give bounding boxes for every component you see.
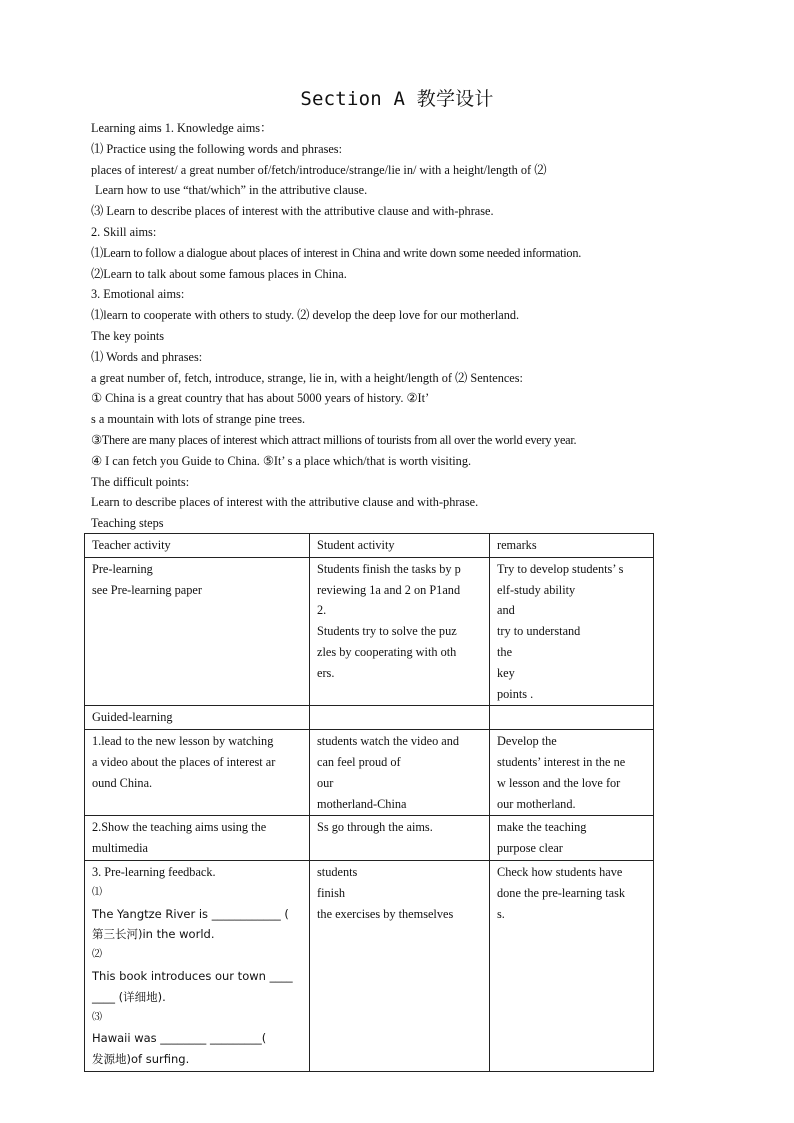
text-line: places of interest/ a great number of/fetch/introduce/strange/lie in/ with a height/length of ⑵ — [91, 162, 547, 177]
teacher-cell — [85, 557, 310, 706]
text-line: ⑵Learn to talk about some famous places in China. — [91, 266, 347, 281]
cell-text: Students finish the tasks by p — [317, 561, 461, 576]
table-header-row — [85, 534, 654, 558]
cell-text: students — [317, 864, 358, 879]
remarks-cell — [490, 706, 654, 730]
cell-text: ers. — [317, 665, 335, 680]
cell-text: 发源地)of surfing. — [92, 1052, 190, 1067]
table-row — [85, 816, 654, 861]
cell-text: points . — [497, 686, 534, 701]
cell-text: Students try to solve the puz — [317, 624, 457, 639]
student-cell — [310, 730, 490, 816]
cell-text: 3. Pre-learning feedback. — [92, 864, 216, 879]
text-line: Teaching steps — [91, 516, 164, 531]
cell-text: s. — [497, 906, 505, 921]
cell-text: w lesson and the love for — [497, 775, 621, 790]
cell-text: can feel proud of — [317, 754, 401, 769]
cell-text: try to understand — [497, 624, 581, 639]
cell-text: 1.lead to the new lesson by watching — [92, 734, 274, 749]
cell-text: students’ interest in the ne — [497, 754, 626, 769]
text-line: s a mountain with lots of strange pine trees. — [91, 412, 306, 427]
cell-text: key — [497, 665, 515, 680]
cell-text: and — [497, 603, 515, 618]
text-line: ③There are many places of interest which attract millions of tourists from all over the world every year. — [91, 432, 577, 447]
cell-text: Guided-learning — [92, 710, 173, 725]
text-line: Learning aims 1. Knowledge aims： — [91, 121, 273, 135]
student-cell — [310, 557, 490, 706]
student-cell — [310, 816, 490, 861]
cell-text: see Pre-learning paper — [92, 582, 202, 597]
text-line: Learn to describe places of interest with the attributive clause and with-phrase. — [91, 495, 479, 510]
cell-text: The Yangtze River is ____________ ( — [92, 906, 289, 921]
text-line: ⑴learn to cooperate with others to study. ⑵ develop the deep love for our motherland. — [91, 308, 520, 323]
cell-text: ____ (详细地). — [92, 989, 166, 1004]
text-line: ① China is a great country that has about 5000 years of history. ②It’ — [91, 391, 430, 406]
text-line: ⑴ Words and phrases: — [91, 349, 203, 364]
cell-text: our motherland. — [497, 796, 576, 811]
cell-text: ound China. — [92, 775, 153, 790]
text-line: a great number of, fetch, introduce, strange, lie in, with a height/length of ⑵ Sentences: — [91, 370, 523, 385]
table-row — [85, 730, 654, 816]
cell-text: Try to develop students’ s — [497, 561, 624, 576]
remarks-cell — [490, 860, 654, 1071]
text-line: ⑴ Practice using the following words and phrases: — [91, 141, 343, 156]
text-line: Learn how to use “that/which” in the attributive clause. — [95, 183, 368, 198]
cell-text: a video about the places of interest ar — [92, 754, 276, 769]
remarks-cell — [490, 730, 654, 816]
teacher-cell — [85, 706, 310, 730]
table-row — [85, 557, 654, 706]
cell-text: 第三长河)in the world. — [92, 927, 215, 942]
lesson-plan-body — [91, 118, 691, 534]
cell-text: Pre-learning — [92, 561, 153, 576]
cell-text: reviewing 1a and 2 on P1and — [317, 582, 461, 597]
page-title: Section A 教学设计 — [300, 88, 494, 110]
text-line: The difficult points: — [91, 474, 190, 489]
cell-text: the — [497, 644, 513, 659]
cell-text: Develop the — [497, 734, 557, 749]
remarks-cell — [490, 557, 654, 706]
cell-text: done the pre-learning task — [497, 885, 626, 900]
teaching-steps-table — [84, 533, 654, 1072]
cell-text: elf-study ability — [497, 582, 576, 597]
teacher-cell — [85, 860, 310, 1071]
student-cell — [310, 706, 490, 730]
text-line: ⑶ Learn to describe places of interest with the attributive clause and with-phrase. — [91, 204, 494, 219]
cell-text: ⑶ — [92, 1011, 102, 1023]
cell-text: students watch the video and — [317, 734, 460, 749]
cell-text: the exercises by themselves — [317, 906, 454, 921]
text-line: 2. Skill aims: — [91, 224, 157, 239]
text-line: ⑴Learn to follow a dialogue about places of interest in China and write down some needed information. — [91, 245, 582, 260]
cell-text: ⑵ — [92, 949, 102, 961]
text-line: ④ I can fetch you Guide to China. ⑤It’ s a place which/that is worth visiting. — [91, 453, 472, 468]
text-line: The key points — [91, 328, 165, 343]
cell-text: our — [317, 775, 334, 790]
text-line: 3. Emotional aims: — [91, 287, 185, 302]
cell-text: motherland-China — [317, 796, 407, 811]
cell-text: zles by cooperating with oth — [317, 644, 457, 659]
cell-text: make the teaching — [497, 820, 587, 835]
table-row — [85, 860, 654, 1071]
header-student-activity: Student activity — [310, 534, 490, 558]
cell-text: purpose clear — [497, 841, 563, 856]
cell-text: multimedia — [92, 841, 149, 856]
cell-text: Hawaii was ________ _________( — [92, 1031, 267, 1046]
remarks-cell — [490, 816, 654, 861]
table-row — [85, 706, 654, 730]
cell-text: Ss go through the aims. — [317, 820, 433, 835]
cell-text: Check how students have — [497, 864, 623, 879]
header-teacher-activity: Teacher activity — [85, 534, 310, 558]
cell-text: finish — [317, 885, 346, 900]
cell-text: ⑴ — [92, 886, 102, 898]
student-cell — [310, 860, 490, 1071]
teacher-cell — [85, 730, 310, 816]
cell-text: This book introduces our town ____ — [92, 968, 293, 983]
cell-text: 2.Show the teaching aims using the — [92, 820, 267, 835]
teacher-cell — [85, 816, 310, 861]
header-remarks: remarks — [490, 534, 654, 558]
cell-text: 2. — [317, 603, 327, 618]
